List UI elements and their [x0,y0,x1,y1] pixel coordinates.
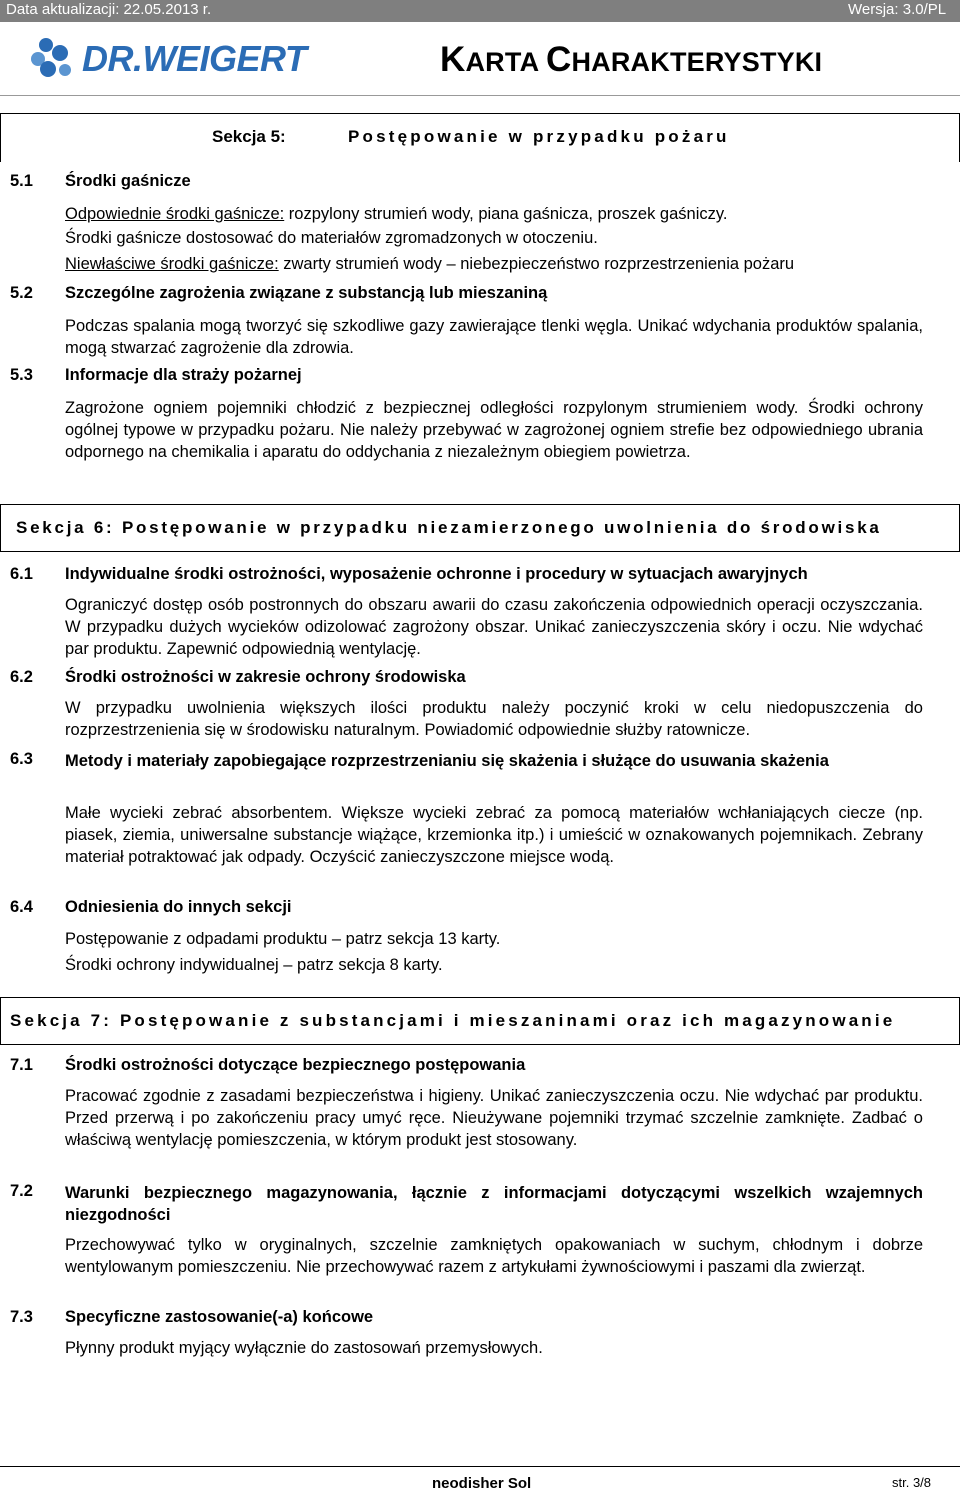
text-5-1-adapt: Środki gaśnicze dostosować do materiałów zgromadzonych w otoczeniu. [65,229,598,247]
heading-5-1: 5.1 Środki gaśnicze [10,172,191,190]
heading-7-3: 7.3 Specyficzne zastosowanie(-a) końcowe [10,1308,374,1326]
text-6-3: Małe wycieki zebrać absorbentem. Większe wycieki zebrać za pomocą materiałów wchłaniających ciecze (np. piasek, ziemia, uniwersalne substancje wiążące, krzemionka itp.) i umieścić w oznakowanych pojemnikach. Zebrany materiał potraktować jak odpady. Oczyścić zanieczyszczone miejsce wodą. [65,804,923,866]
text-6-4-waste: Postępowanie z odpadami produktu – patrz sekcja 13 karty. [65,930,501,948]
logo-text: DR.WEIGERT [82,38,307,79]
version: Wersja: 3.0/PL [848,1,947,18]
section-5-title: Postępowanie w przypadku pożaru [348,127,730,146]
heading-7-2-num: 7.2 [10,1182,33,1200]
heading-6-1: 6.1 Indywidualne środki ostrożności, wyposażenie ochronne i procedury w sytuacjach awaryjnych [10,565,808,583]
document-title: KARTA CHARAKTERYSTYKI [440,40,823,79]
section-6-title: Sekcja 6: Postępowanie w przypadku niezamierzonego uwolnienia do środowiska [16,518,882,537]
dr-weigert-logo-icon [30,36,76,82]
footer-divider [0,1466,960,1467]
text-7-1: Pracować zgodnie z zasadami bezpieczeństwa i higieny. Unikać zanieczyszczenia oczu. Nie wdychać par produktu. Przed przerwą i po zakończeniu pracy umyć ręce. Nieużywane pojemniki trzymać szczelnie zamknięte. Zadbać o właściwą wentylację pomieszczenia, w którym produkt jest stosowany. [65,1087,923,1149]
text-5-1-unsuitable: Niewłaściwe środki gaśnicze: zwarty strumień wody – niebezpieczeństwo rozprzestrzenienia pożaru [65,255,795,273]
heading-6-3: Metody i materiały zapobiegające rozprzestrzenianiu się skażenia i służące do usuwania skażenia [65,752,829,770]
text-5-2: Podczas spalania mogą tworzyć się szkodliwe gazy zawierające tlenki węgla. Unikać wdychania produktów spalania, mogą stwarzać zagrożenie dla zdrowia. [65,317,923,357]
text-5-3: Zagrożone ogniem pojemniki chłodzić z bezpiecznej odległości rozpylonym strumieniem wody. Środki ochrony ogólnej typowe w przypadku pożaru. Nie należy przebywać w zagrożonej ogniem strefie bez odpowiedniego ubrania odpornego na chemikalia i aparatu do oddychania z niezależnym obiegiem powietrza. [65,399,923,461]
text-7-2: Przechowywać tylko w oryginalnych, szczelnie zamkniętych opakowaniach w suchym, chłodnym i dobrze wentylowanym pomieszczeniu. Nie przechowywać razem z artykułami żywnościowymi i paszami dla zwierząt. [65,1236,923,1276]
heading-6-3-num: 6.3 [10,750,33,768]
text-7-3: Płynny produkt myjący wyłącznie do zastosowań przemysłowych. [65,1339,543,1357]
heading-5-2: 5.2 Szczególne zagrożenia związane z substancją lub mieszaniną [10,284,548,302]
text-5-1-suitable: Odpowiednie środki gaśnicze: rozpylony strumień wody, piana gaśnicza, proszek gaśniczy. [65,205,728,223]
heading-6-2: 6.2 Środki ostrożności w zakresie ochrony środowiska [10,668,466,686]
header-divider [0,95,960,96]
text-6-4-ppe: Środki ochrony indywidualnej – patrz sekcja 8 karty. [65,956,443,974]
text-6-1: Ograniczyć dostęp osób postronnych do obszaru awarii do czasu zakończenia odpowiednich operacji oczyszczania. W przypadku dużych wycieków odizolować zagrożony obszar. Unikać zanieczyszczenia skóry i oczu. Nie wdychać par produktu. Zapewnić odpowiednią wentylację. [65,596,923,658]
footer-product-name: neodisher Sol [432,1475,532,1492]
footer-page-number: str. 3/8 [892,1475,932,1490]
heading-6-4: 6.4 Odniesienia do innych sekcji [10,898,292,916]
update-date: Data aktualizacji: 22.05.2013 r. [6,1,212,18]
heading-5-3: 5.3 Informacje dla straży pożarnej [10,366,302,384]
text-6-2: W przypadku uwolnienia większych ilości produktu należy poczynić kroki w celu niedopuszczenia do rozprzestrzenienia się w środowisku naturalnym. Powiadomić odpowiednie służby ratownicze. [65,699,923,739]
section-7-title: Sekcja 7: Postępowanie z substancjami i mieszaninami oraz ich magazynowanie [10,1011,896,1030]
header-bar [0,0,960,22]
heading-7-1: 7.1 Środki ostrożności dotyczące bezpiecznego postępowania [10,1056,526,1074]
section-5-label: Sekcja 5: [212,127,286,146]
heading-7-2: Warunki bezpiecznego magazynowania, łącznie z informacjami dotyczącymi wszelkich wzajemnych niezgodności [65,1184,923,1224]
